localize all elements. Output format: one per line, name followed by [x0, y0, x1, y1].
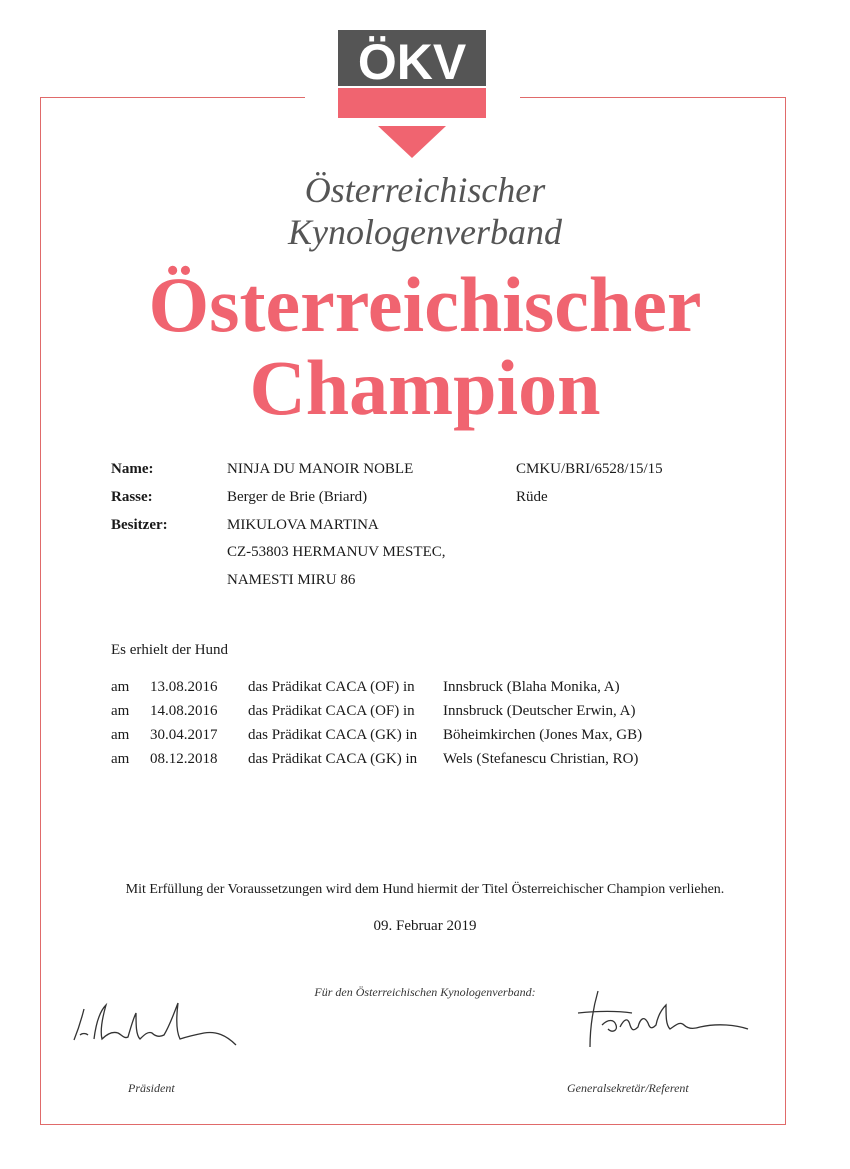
signature-caption: Für den Österreichischen Kynologenverband:	[314, 985, 536, 999]
owner-line: CZ-53803 HERMANUV MESTEC,	[227, 544, 446, 560]
row-title: das Prädikat CACA (GK) in	[248, 751, 418, 767]
issue-date: 09. Februar 2019	[373, 918, 477, 934]
row-date: 08.12.2018	[150, 751, 218, 767]
frame-bottom	[40, 1124, 786, 1125]
okv-logo	[336, 22, 488, 160]
results-intro: Es erhielt der Hund	[111, 642, 229, 658]
president-role: Präsident	[128, 1081, 175, 1095]
row-place: Böheimkirchen (Jones Max, GB)	[443, 727, 643, 743]
row-title: das Prädikat CACA (GK) in	[248, 727, 418, 743]
registration-number: CMKU/BRI/6528/15/15	[516, 461, 663, 477]
row-prefix: am	[111, 679, 130, 695]
breed-label: Rasse:	[111, 489, 153, 505]
org-name-line2: Kynologenverband	[288, 212, 562, 252]
row-prefix: am	[111, 751, 130, 767]
title-line1: Österreichischer	[148, 261, 702, 348]
award-statement: Mit Erfüllung der Voraussetzungen wird dem Hund hiermit der Titel Österreichischer Champion verliehen.	[125, 882, 725, 897]
org-name-line1: Österreichischer	[304, 170, 546, 210]
dog-name: NINJA DU MANOIR NOBLE	[227, 461, 414, 477]
row-place: Innsbruck (Deutscher Erwin, A)	[443, 703, 636, 719]
row-date: 30.04.2017	[150, 727, 218, 743]
logo-text: ÖKV	[357, 34, 467, 90]
row-place: Wels (Stefanescu Christian, RO)	[443, 751, 639, 767]
title-line2: Champion	[249, 344, 601, 431]
owner-line: MIKULOVA MARTINA	[227, 517, 379, 533]
row-date: 13.08.2016	[150, 679, 218, 695]
owner-label: Besitzer:	[111, 517, 168, 533]
president-signature	[66, 995, 256, 1055]
secretary-signature	[568, 985, 758, 1055]
row-prefix: am	[111, 703, 130, 719]
dog-sex: Rüde	[516, 489, 548, 505]
row-place: Innsbruck (Blaha Monika, A)	[443, 679, 620, 695]
secretary-role: Generalsekretär/Referent	[567, 1081, 689, 1095]
frame-top-right	[520, 97, 786, 98]
frame-top-left	[40, 97, 305, 98]
dog-breed: Berger de Brie (Briard)	[227, 489, 368, 505]
name-label: Name:	[111, 461, 154, 477]
row-title: das Prädikat CACA (OF) in	[248, 679, 415, 695]
row-title: das Prädikat CACA (OF) in	[248, 703, 415, 719]
row-prefix: am	[111, 727, 130, 743]
row-date: 14.08.2016	[150, 703, 218, 719]
owner-line: NAMESTI MIRU 86	[227, 572, 356, 588]
